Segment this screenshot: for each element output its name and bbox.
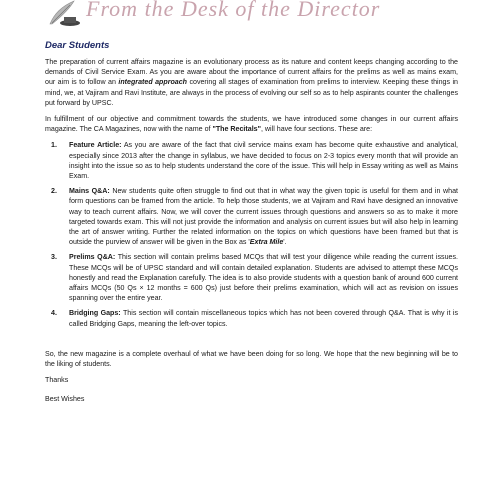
section-item-bridging-gaps: [51, 308, 459, 328]
section-number: 3.: [51, 253, 57, 262]
fulfillment-text-2: , will have four sections. These are:: [260, 125, 373, 134]
integrated-approach-emphasis: integrated approach: [118, 78, 188, 87]
letterhead-banner: [0, 0, 500, 26]
letter-body: [45, 40, 458, 414]
spacer: [45, 335, 458, 349]
extra-mile-emphasis: Extra Mile: [249, 238, 284, 247]
section-number: 4.: [51, 309, 57, 318]
section-title: Feature Article:: [69, 141, 122, 150]
salutation: Dear Students: [45, 40, 110, 51]
section-number: 2.: [51, 187, 57, 196]
section-title: Prelims Q&A:: [69, 253, 116, 262]
intro-text-1: The preparation of current affairs magazine is an evolutionary process as its nature and content keeps changing according to the demands of Civil Service Exam. As you are aware about the importance of current affairs for the prelims as well as mains exam, our aim is to follow an: [45, 58, 458, 87]
best-wishes-line: Best Wishes: [45, 395, 85, 404]
banner-title: From the Desk of the Director: [86, 0, 381, 21]
intro-paragraph: [45, 57, 458, 108]
section-item-mains-qa: [51, 186, 458, 247]
section-number: 1.: [51, 141, 57, 150]
intro-text-2: covering all stages of examination from prelims to interview. Keeping these things in mind, we, at Vajiram and Ravi Institute, are always in the process of evolving our self so as to help aspirants counter the challenges put forward by UPSC.: [45, 78, 458, 107]
section-title: Bridging Gaps:: [69, 309, 121, 318]
conclusion-paragraph: So, the new magazine is a complete overhaul of what we have been doing for so long. We hope that the new beginning will be to the liking of students.: [45, 349, 458, 369]
fulfillment-text-1: In fulfillment of our objective and commitment towards the students, we have introduced some changes in our current affairs magazine. The CA Magazines, now with the name of: [45, 115, 458, 134]
section-text-end: '.: [283, 238, 287, 247]
section-item-feature-article: [51, 140, 459, 181]
thanks-line: Thanks: [45, 376, 69, 385]
section-title: Mains Q&A:: [69, 187, 110, 196]
section-text: This section will contain prelims based MCQs that will test your diligence while reading the current issues. These MCQs will be of UPSC standard and will contain detailed explanation. Students are advised to attempt these MCQs honestly and read the Explanation carefully. The idea is to also provide students with a question bank of around 600 current affairs MCQs (50 Qs × 12 months = 600 Qs) just before their prelims examination, which will act as revision on issues spanning over the entire year.: [69, 253, 459, 303]
magazine-name: "The Recitals": [212, 125, 261, 134]
section-text: New students quite often struggle to find out that in what way the given topic is useful for them and in what form questions can be framed from the article. To help those students, we at Vajiram and Ravi have designed an innovative way to teach current affairs. Now, we will cover the current issues through questions and answers so as to make it more targeted towards exam. This will not just provide the information and analysis on current issues but will also help in learning the art of answer writing. Further the related information on the topics on which questions have been framed but that is outside the purview of answer will be given in the Box as ': [69, 187, 458, 247]
sections-list: [45, 140, 458, 328]
section-text: This section will contain miscellaneous topics which has not been covered through Q&A. That is why it is called Bridging Gaps, meaning the left-over topics.: [69, 309, 459, 328]
fulfillment-paragraph: [45, 114, 458, 134]
section-item-prelims-qa: [51, 252, 459, 303]
section-text: As you are aware of the fact that civil service mains exam has become quite exhaustive and analytical, especially since 2013 after the change in syllabus, we have decided to focus on 2-3 topics every month that will provide an insight into the issue so as to help students understand the core of the issue. This will help in Essay writing as well as Mains Exam.: [69, 141, 459, 181]
